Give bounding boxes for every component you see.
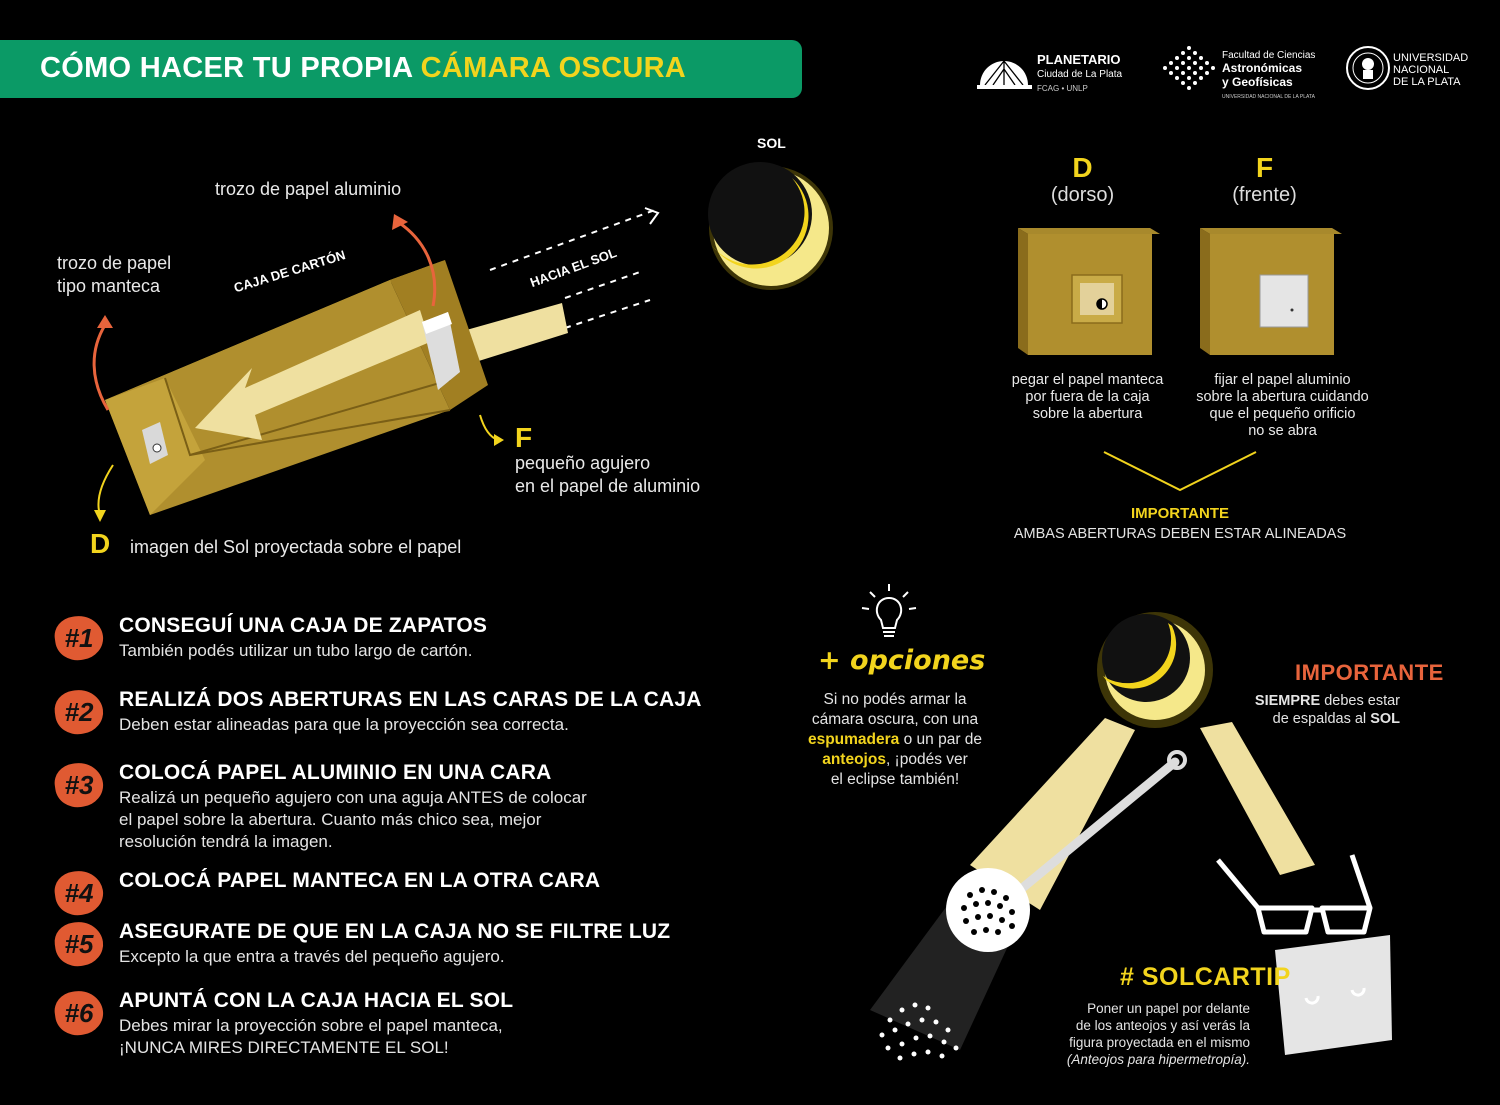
step-1 (55, 614, 775, 669)
paper-projection (1275, 935, 1392, 1055)
planetario-name: PLANETARIO (1037, 52, 1121, 67)
unlp-seal-icon (1345, 42, 1391, 94)
step-title: COLOCÁ PAPEL MANTECA EN LA OTRA CARA (119, 869, 601, 892)
step-desc: También podés utilizar un tubo largo de cartón. (119, 641, 473, 660)
faces-converge-lines (1100, 448, 1260, 494)
unlp-line1: UNIVERSIDAD (1393, 52, 1469, 64)
fcag-line2: Astronómicas (1222, 61, 1303, 75)
step-4 (55, 869, 775, 914)
solcartip-line4: (Anteojos para hipermetropía). (1066, 1052, 1250, 1067)
solcartip-line1: Poner un papel por delante (1087, 1001, 1250, 1016)
step-badge: #2 (52, 687, 106, 737)
solcartip-line2: de los anteojos y así verás la (1075, 1018, 1250, 1033)
fcag-dots-icon (1160, 42, 1218, 97)
face-illustrations (1010, 220, 1350, 360)
planetario-dome-icon (975, 45, 1035, 95)
face-f-desc-line1: fijar el papel aluminio (1214, 372, 1351, 388)
wax-paper-label (57, 252, 171, 298)
glasses-beam (1200, 722, 1315, 875)
step-desc: Deben estar alineadas para que la proyección sea correcta. (119, 715, 569, 734)
sun-label: SOL (757, 135, 786, 151)
page-title: CÓMO HACER TU PROPIA CÁMARA OSCURA (40, 52, 687, 84)
solcartip-line3: figura proyectada en el mismo (1069, 1035, 1250, 1050)
step-desc: Debes mirar la proyección sobre el papel manteca, ¡NUNCA MIRES DIRECTAMENTE EL SOL! (119, 1016, 503, 1057)
face-d-box (1018, 228, 1160, 355)
unlp-logo (1345, 42, 1475, 97)
fcag-tiny: UNIVERSIDAD NACIONAL DE LA PLATA (1222, 94, 1315, 100)
eclipse-sun-icon-2 (1097, 612, 1213, 728)
step-desc: Excepto la que entra a través del pequeño agujero. (119, 947, 505, 966)
title-banner (0, 40, 802, 98)
planetario-logo (975, 45, 1155, 95)
solcartip-text (1067, 1000, 1250, 1068)
unlp-line2: NACIONAL (1393, 64, 1450, 76)
face-f-letter: F (1255, 152, 1274, 183)
importante2-line2: de espaldas al (1272, 711, 1371, 727)
cardboard-box (105, 260, 488, 515)
f-desc-line1: pequeño agujero (515, 453, 651, 473)
wax-paper-line1: trozo de papel (57, 253, 172, 273)
step-desc: Realizá un pequeño agujero con una aguja ANTES de colocar el papel sobre la abertura. Cuanto más chico sea, mejor resolución tendrá la imagen. (119, 788, 587, 851)
solcartip-title: # SOLCARTIP (1120, 963, 1291, 991)
step-5 (55, 920, 775, 975)
step-badge: #6 (52, 988, 106, 1038)
step-title: CONSEGUÍ UNA CAJA DE ZAPATOS (119, 614, 488, 637)
face-f-desc (1180, 372, 1385, 440)
face-f-desc-line4: no se abra (1248, 423, 1317, 439)
faces-importante-text: AMBAS ABERTURAS DEBEN ESTAR ALINEADAS (1013, 526, 1347, 542)
face-f-box (1200, 228, 1342, 355)
wax-paper-line2: tipo manteca (57, 276, 161, 296)
fcag-line3: y Geofísicas (1222, 75, 1293, 89)
options-line3: o un par de (899, 731, 983, 748)
foil-label: trozo de papel aluminio (215, 179, 402, 199)
face-d-header (1030, 152, 1135, 207)
importante2-siempre: SIEMPRE (1254, 693, 1321, 709)
importante2-title: IMPORTANTE (1295, 660, 1444, 685)
d-description: imagen del Sol proyectada sobre el papel (130, 537, 462, 557)
fcag-logo (1160, 42, 1320, 100)
faces-importante-title: IMPORTANTE (1130, 505, 1230, 522)
step-title: APUNTÁ CON LA CAJA HACIA EL SOL (119, 989, 514, 1012)
options-line1: Si no podés armar la (823, 691, 967, 708)
face-d-desc-line1: pegar el papel manteca (1011, 372, 1164, 388)
f-letter: F (515, 422, 533, 453)
d-letter: D (90, 528, 111, 559)
camera-box-diagram (0, 110, 860, 580)
box-label: CAJA DE CARTÓN (232, 247, 348, 296)
step-title: ASEGURATE DE QUE EN LA CAJA NO SE FILTRE LUZ (119, 920, 671, 943)
step-title: COLOCÁ PAPEL ALUMINIO EN UNA CARA (119, 761, 552, 784)
unlp-line3: DE LA PLATA (1393, 76, 1461, 88)
planetario-tiny: FCAG • UNLP (1037, 84, 1088, 93)
step-3 (55, 761, 775, 856)
face-f-header (1212, 152, 1317, 207)
options-title: + opciones (818, 645, 986, 676)
face-d-desc-line3: sobre la abertura (1032, 406, 1143, 422)
face-d-sub: (dorso) (1050, 184, 1115, 206)
step-badge: #4 (52, 868, 106, 918)
f-desc-line2: en el papel de aluminio (515, 476, 701, 496)
step-title: REALIZÁ DOS ABERTURAS EN LAS CARAS DE LA CAJA (119, 688, 702, 711)
importante2-line1: debes estar (1320, 693, 1400, 709)
face-f-desc-line3: que el pequeño orificio (1209, 406, 1356, 422)
options-espumadera: espumadera (807, 731, 900, 748)
f-description (515, 452, 700, 498)
step-2 (55, 688, 775, 743)
options-line4: , ¡podés ver (885, 751, 968, 768)
fcag-line1: Facultad de Ciencias (1222, 50, 1316, 61)
face-f-sub: (frente) (1232, 184, 1297, 206)
face-f-desc-line2: sobre la abertura cuidando (1196, 389, 1369, 405)
toward-sun-label: HACIA EL SOL (528, 244, 619, 291)
importante2-text (1255, 692, 1400, 728)
planetario-sub: Ciudad de La Plata (1037, 69, 1123, 80)
eclipse-sun-icon (708, 162, 833, 290)
step-badge: #5 (52, 919, 106, 969)
step-6 (55, 989, 775, 1064)
importante2-sol: SOL (1370, 711, 1400, 727)
options-anteojos: anteojos (822, 751, 886, 768)
step-badge: #1 (52, 613, 106, 663)
face-d-desc (995, 372, 1180, 423)
options-line5: el eclipse también! (830, 771, 960, 788)
step-badge: #3 (52, 760, 106, 810)
options-line2: cámara oscura, con una (811, 711, 979, 728)
face-d-letter: D (1072, 152, 1093, 183)
face-d-desc-line2: por fuera de la caja (1025, 389, 1150, 405)
